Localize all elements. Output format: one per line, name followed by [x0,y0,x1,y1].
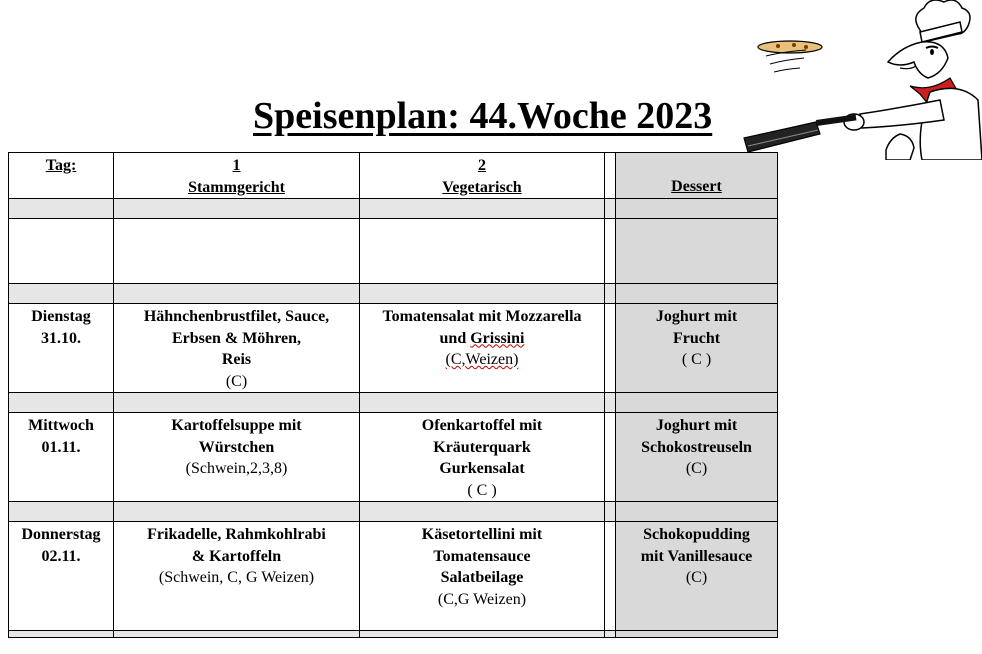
header-tag: Tag: [9,153,114,199]
chef-illustration [730,0,982,160]
stammgericht-cell: Frikadelle, Rahmkohlrabi & Kartoffeln (Schwein, C, G Weizen) [114,522,360,631]
frying-pan-icon [744,114,856,152]
narrow-column [605,153,616,199]
day-row-mittwoch [9,413,778,502]
menu-table [8,152,778,638]
dessert-cell: Joghurt mit Schokostreuseln (C) [616,413,778,502]
spellcheck-word: (C,Weizen) [445,351,519,368]
vegetarisch-cell: Käsetortellini mit Tomatensauce Salatbeilage (C,G Weizen) [360,522,605,631]
empty-day-row [9,219,778,284]
day-cell: Donnerstag 02.11. [9,522,114,631]
header-stammgericht: 1 Stammgericht [114,153,360,199]
separator-row [9,393,778,413]
pizza-icon [758,41,822,72]
day-cell: Mittwoch 01.11. [9,413,114,502]
separator-row [9,502,778,522]
dessert-cell: Joghurt mit Frucht ( C ) [616,304,778,393]
separator-row [9,199,778,219]
stammgericht-cell: Kartoffelsuppe mit Würstchen (Schwein,2,3,8) [114,413,360,502]
vegetarisch-cell: Tomatensalat mit Mozzarella und Grissini (C,Weizen) [360,304,605,393]
page-title: Speisenplan: 44.Woche 2023 [253,95,713,137]
vegetarisch-cell: Ofenkartoffel mit Kräuterquark Gurkensalat ( C ) [360,413,605,502]
header-vegetarisch: 2 Vegetarisch [360,153,605,199]
day-cell: Dienstag 31.10. [9,304,114,393]
day-row-donnerstag [9,522,778,631]
header-row [9,153,778,199]
dessert-cell: Schokopudding mit Vanillesauce (C) [616,522,778,631]
header-dessert: Dessert [616,153,778,199]
spellcheck-word: Grissini [470,329,525,347]
separator-row [9,284,778,304]
footer-row [9,631,778,638]
day-row-dienstag [9,304,778,393]
stammgericht-cell: Hähnchenbrustfilet, Sauce, Erbsen & Möhren, Reis (C) [114,304,360,393]
